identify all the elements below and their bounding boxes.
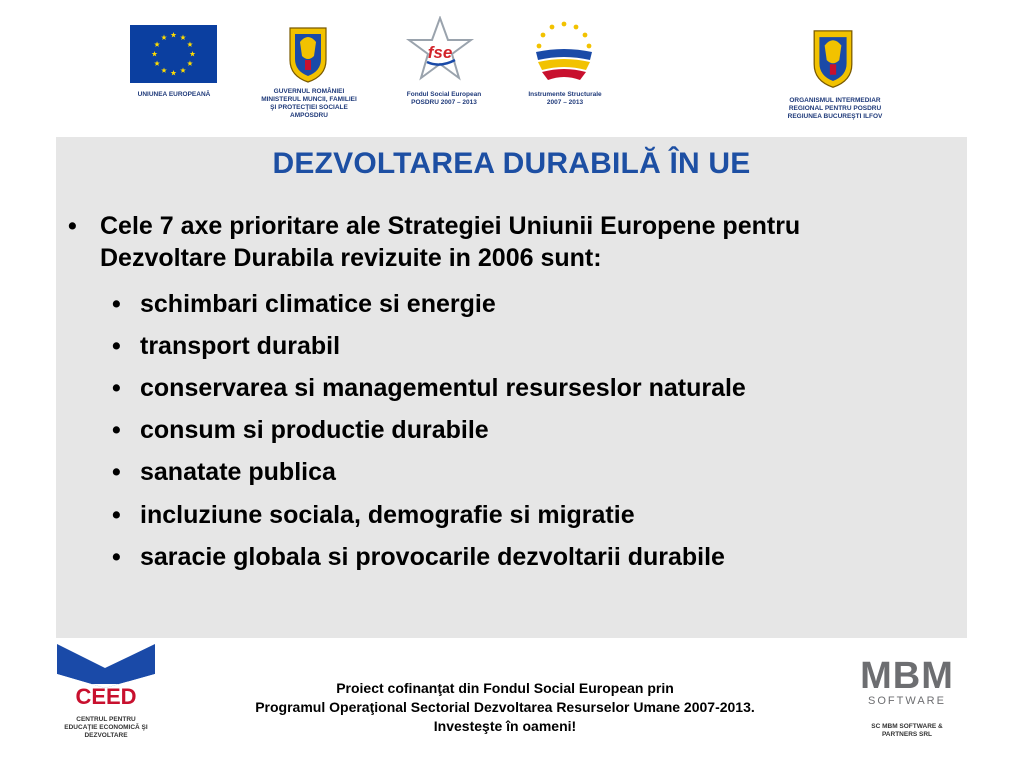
list-item: saracie globala si provocarile dezvoltarii durabile (140, 543, 725, 571)
ceed-logo-text: CEED (75, 684, 137, 708)
intermediate-body-caption: ORGANISMUL INTERMEDIAR REGIONAL PENTRU POSDRU REGIUNEA BUCUREŞTI ILFOV (787, 97, 883, 120)
mbm-logo-text: MBM (860, 655, 954, 697)
ceed-caption: CENTRUL PENTRU EDUCAŢIE ECONOMICĂ ŞI DEZVOLTARE (64, 716, 148, 739)
fse-logo-text: fse (427, 43, 453, 62)
list-item: conservarea si managementul resurseslor naturale (140, 374, 746, 402)
funding-notice (170, 679, 840, 736)
mbm-caption: SC MBM SOFTWARE & PARTNERS SRL (871, 723, 943, 738)
romania-coat-of-arms-icon (286, 24, 330, 84)
fse-caption: Fondul Social European POSDRU 2007 – 2013 (406, 91, 482, 106)
ceed-logo-icon (57, 644, 155, 708)
bullet-icon: • (68, 212, 77, 240)
bullet-icon: • (112, 416, 121, 444)
bullet-icon: • (112, 543, 121, 571)
gov-caption: GUVERNUL ROMÂNIEI MINISTERUL MUNCII, FAMILIEI ŞI PROTECŢIEI SOCIALE AMPOSDRU (261, 88, 357, 119)
list-item: schimbari climatice si energie (140, 290, 496, 318)
romania-coat-of-arms-icon (810, 26, 856, 90)
eu-flag-icon (130, 25, 217, 83)
funding-line-2: Programul Operaţional Sectorial Dezvoltarea Resurselor Umane 2007-2013. (255, 699, 755, 715)
list-item: transport durabil (140, 332, 341, 360)
slide-title: DEZVOLTAREA DURABILĂ ÎN UE (272, 147, 751, 180)
list-item: consum si productie durabile (140, 416, 489, 444)
bullet-icon: • (112, 458, 121, 486)
structural-instruments-icon (528, 18, 600, 84)
bullet-icon: • (112, 332, 121, 360)
bullet-icon: • (112, 374, 121, 402)
funding-line-3: Investeşte în oameni! (433, 718, 577, 734)
list-item: incluziune sociala, demografie si migratie (140, 501, 635, 529)
mbm-software-logo-icon (845, 652, 969, 708)
mbm-logo-subtext: SOFTWARE (868, 695, 946, 707)
list-item: sanatate publica (140, 458, 336, 486)
eu-caption: UNIUNEA EUROPEANĂ (137, 91, 211, 98)
fse-star-icon (405, 16, 475, 82)
lead-paragraph: Cele 7 axe prioritare ale Strategiei Uniunii Europene pentru Dezvoltare Durabila revizuite in 2006 sunt: (100, 212, 801, 272)
structural-instruments-caption: Instrumente Structurale 2007 – 2013 (528, 91, 602, 106)
bullet-icon: • (112, 290, 121, 318)
bullet-icon: • (112, 501, 121, 529)
funding-line-1: Proiect cofinanţat din Fondul Social European prin (336, 680, 674, 696)
